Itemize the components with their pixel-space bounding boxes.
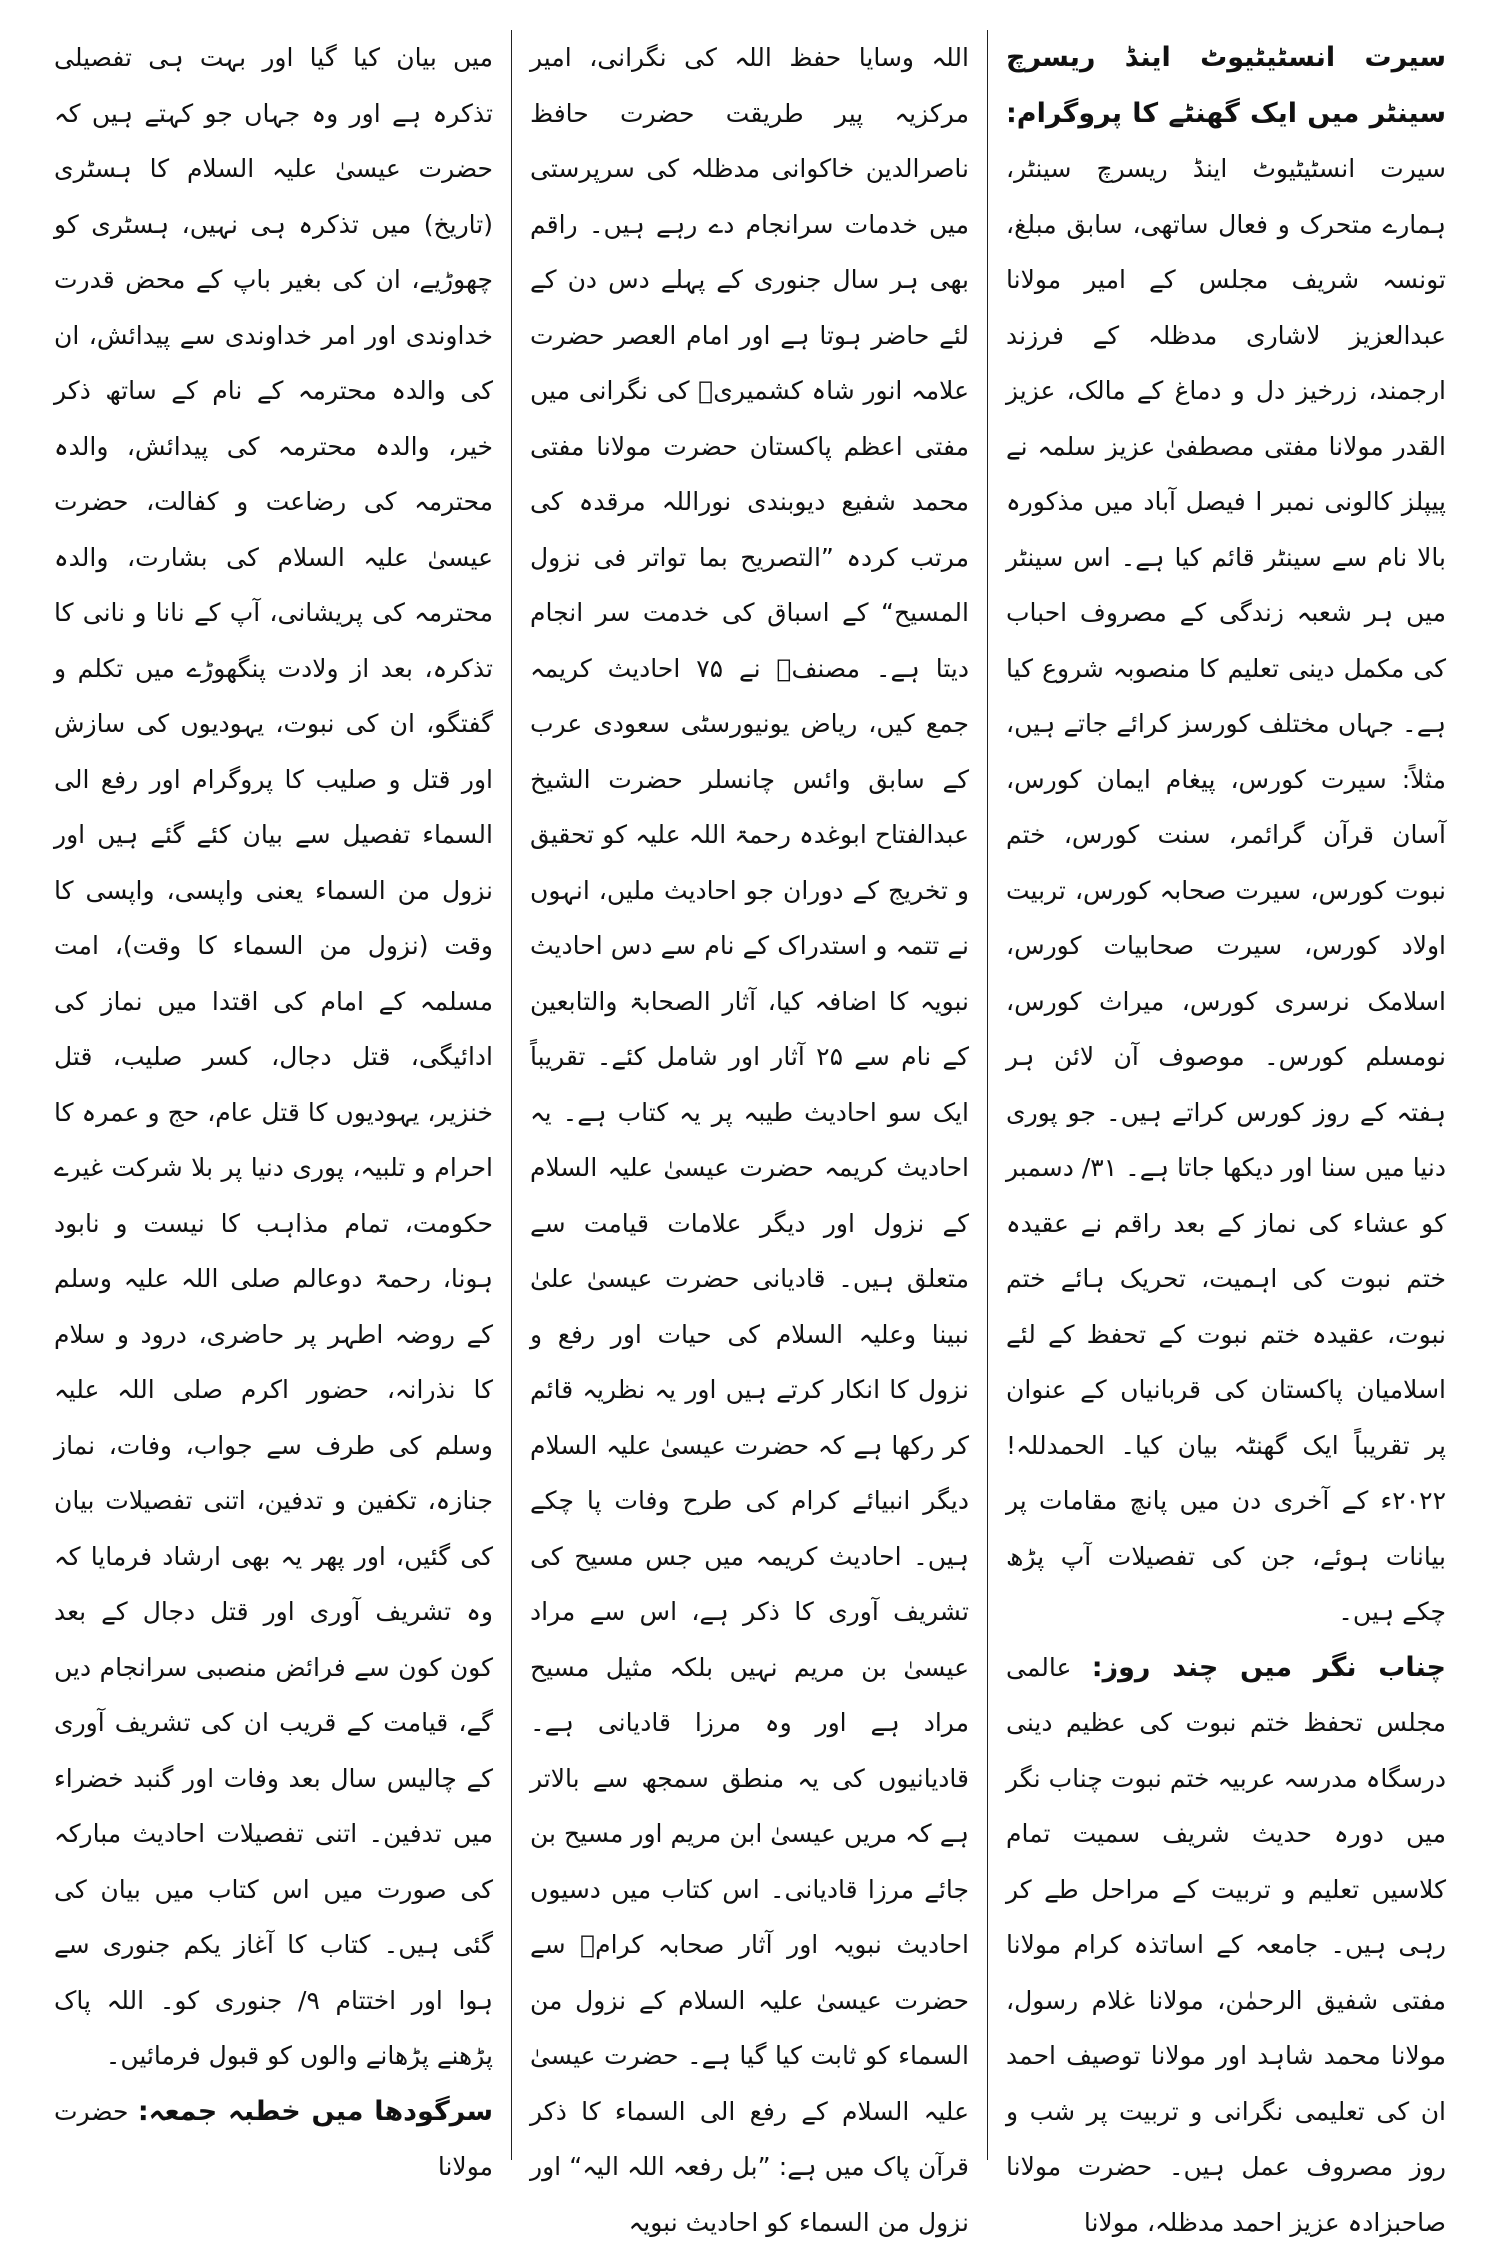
- column-right: [988, 30, 1464, 2160]
- paragraph-text: سیرت انسٹیٹیوٹ اینڈ ریسرچ سینٹر، ہمارے متحرک و فعال ساتھی، سابق مبلغ، تونسہ شریف مجلس کے امیر مولانا عبدالعزیز لاشاری مدظلہ کے فرزند ارجمند، زرخیز دل و دماغ کے مالک، عزیز القدر مولانا مفتی مصطفیٰ عزیز سلمہ نے پیپلز کالونی نمبر ا فیصل آباد میں مذکورہ بالا نام سے سینٹر قائم کیا ہے۔ اس سینٹر میں ہر شعبہ زندگی کے مصروف احباب کی مکمل دینی تعلیم کا منصوبہ شروع کیا ہے۔ جہاں مختلف کورسز کرائے جاتے ہیں، مثلاً: سیرت کورس، پیغام ایمان کورس، آسان قرآن گرائمر، سنت کورس، ختم نبوت کورس، سیرت صحابہ کورس، تربیت اولاد کورس، سیرت صحابیات کورس، اسلامک نرسری کورس، میراث کورس، نومسلم کورس۔ موصوف آن لائن ہر ہفتہ کے روز کورس کراتے ہیں۔ جو پوری دنیا میں سنا اور دیکھا جاتا ہے۔ ۳۱/ دسمبر کو عشاء کی نماز کے بعد راقم نے عقیدہ ختم نبوت کی اہمیت، تحریک ہائے ختم نبوت، عقیدہ ختم نبوت کے تحفظ کے لئے اسلامیان پاکستان کی قربانیاں کے عنوان پر تقریباً ایک گھنٹہ بیان کیا۔ الحمدللہ! ۲۰۲۲ء کے آخری دن میں پانچ مقامات پر بیانات ہوئے، جن کی تفصیلات آپ پڑھ چکے ہیں۔: [1006, 154, 1446, 1626]
- heading-sargodha: سرگودھا میں خطبہ جمعہ:: [138, 2096, 493, 2127]
- heading-seerat-institute: سیرت انسٹیٹیوٹ اینڈ ریسرچ سینٹر میں ایک گھنٹے کا پروگرام:: [1006, 42, 1446, 129]
- section-heading: [1006, 1640, 1446, 2250]
- column-middle: [512, 30, 988, 2160]
- paragraph-text: عالمی مجلس تحفظ ختم نبوت کی عظیم دینی درسگاہ مدرسہ عربیہ ختم نبوت چناب نگر میں دورہ حدیث شریف سمیت تمام کلاسیں تعلیم و تربیت کے مراحل طے کر رہی ہیں۔ جامعہ کے اساتذہ کرام مولانا مفتی شفیق الرحمٰن، مولانا غلام رسول، مولانا محمد شاہد اور مولانا توصیف احمد ان کی تعلیمی نگرانی و تربیت پر شب و روز مصروف عمل ہیں۔ حضرت مولانا صاحبزادہ عزیز احمد مدظلہ، مولانا: [1006, 1653, 1446, 2237]
- paragraph-text: میں بیان کیا گیا اور بہت ہی تفصیلی تذکرہ ہے اور وہ جہاں جو کہتے ہیں کہ حضرت عیسیٰ علیہ السلام کا ہسٹری (تاریخ) میں تذکرہ ہی نہیں، ہسٹری کو چھوڑیے، ان کی بغیر باپ کے محض قدرت خداوندی اور امر خداوندی سے پیدائش، ان کی والدہ محترمہ کے نام کے ساتھ ذکر خیر، والدہ محترمہ کی پیدائش، والدہ محترمہ کی رضاعت و کفالت، حضرت عیسیٰ علیہ السلام کی بشارت، والدہ محترمہ کی پریشانی، آپ کے نانا و نانی کا تذکرہ، بعد از ولادت پنگھوڑے میں تکلم و گفتگو، ان کی نبوت، یہودیوں کی سازش اور قتل و صلیب کا پروگرام اور رفع الی السماء تفصیل سے بیان کئے گئے ہیں اور نزول من السماء یعنی واپسی، واپسی کا وقت (نزول من السماء کا وقت)، امت مسلمہ کے امام کی اقتدا میں نماز کی ادائیگی، قتل دجال، کسر صلیب، قتل خنزیر، یہودیوں کا قتل عام، حج و عمرہ کا احرام و تلبیہ، پوری دنیا پر بلا شرکت غیرے حکومت، تمام مذاہب کا نیست و نابود ہونا، رحمۃ دوعالم صلی اللہ علیہ وسلم کے روضہ اطہر پر حاضری، درود و سلام کا نذرانہ، حضور اکرم صلی اللہ علیہ وسلم کی طرف سے جواب، وفات، نماز جنازہ، تکفین و تدفین، اتنی تفصیلات بیان کی گئیں، اور پھر یہ بھی ارشاد فرمایا کہ وہ تشریف آوری اور قتل دجال کے بعد کون کون سے فرائض منصبی سرانجام دیں گے، قیامت کے قریب ان کی تشریف آوری کے چالیس سال بعد وفات اور گنبد خضراء میں تدفین۔ اتنی تفصیلات احادیث مبارکہ کی صورت میں اس کتاب میں بیان کی گئی ہیں۔ کتاب کا آغاز یکم جنوری سے ہوا اور اختتام ۹/ جنوری کو۔ اللہ پاک پڑھنے پڑھانے والوں کو قبول فرمائیں۔: [54, 30, 493, 2084]
- paragraph-text: حضرت مولانا: [54, 2097, 493, 2182]
- paragraph-text: اللہ وسایا حفظ اللہ کی نگرانی، امیر مرکزیہ پیر طریقت حضرت حافظ ناصرالدین خاکوانی مدظلہ کی سرپرستی میں خدمات سرانجام دے رہے ہیں۔ راقم بھی ہر سال جنوری کے پہلے دس دن کے لئے حاضر ہوتا ہے اور امام العصر حضرت علامہ انور شاہ کشمیریؒ کی نگرانی میں مفتی اعظم پاکستان حضرت مولانا مفتی محمد شفیع دیوبندی نوراللہ مرقدہ کی مرتب کردہ ”التصریح بما تواتر فی نزول المسیح“ کے اسباق کی خدمت سر انجام دیتا ہے۔ مصنفؒ نے ۷۵ احادیث کریمہ جمع کیں، ریاض یونیورسٹی سعودی عرب کے سابق وائس چانسلر حضرت الشیخ عبدالفتاح ابوغدہ رحمۃ اللہ علیہ کو تحقیق و تخریج کے دوران جو احادیث ملیں، انہوں نے تتمہ و استدراک کے نام سے دس احادیث نبویہ کا اضافہ کیا، آثار الصحابۃ والتابعین کے نام سے ۲۵ آثار اور شامل کئے۔ تقریباً ایک سو احادیث طیبہ پر یہ کتاب ہے۔ یہ احادیث کریمہ حضرت عیسیٰ علیہ السلام کے نزول اور دیگر علامات قیامت سے متعلق ہیں۔ قادیانی حضرت عیسیٰ علیٰ نبینا وعلیہ السلام کی حیات اور رفع و نزول کا انکار کرتے ہیں اور یہ نظریہ قائم کر رکھا ہے کہ حضرت عیسیٰ علیہ السلام دیگر انبیائے کرام کی طرح وفات پا چکے ہیں۔ احادیث کریمہ میں جس مسیح کی تشریف آوری کا ذکر ہے، اس سے مراد عیسیٰ بن مریم نہیں بلکہ مثیل مسیح مراد ہے اور وہ مرزا قادیانی ہے۔ قادیانیوں کی یہ منطق سمجھ سے بالاتر ہے کہ مریں عیسیٰ ابن مریم اور مسیح بن جائے مرزا قادیانی۔ اس کتاب میں دسیوں احادیث نبویہ اور آثار صحابہ کرامؓ سے حضرت عیسیٰ علیہ السلام کے نزول من السماء کو ثابت کیا گیا ہے۔ حضرت عیسیٰ علیہ السلام کے رفع الی السماء کا ذکر قرآن پاک میں ہے: ”بل رفعہ اللہ الیہ“ اور نزول من السماء کو احادیث نبویہ: [530, 30, 969, 2250]
- section-heading: [1006, 30, 1446, 1640]
- section-heading: [54, 2084, 493, 2195]
- heading-chenab-nagar: چناب نگر میں چند روز:: [1092, 1652, 1446, 1683]
- column-left: [36, 30, 512, 2160]
